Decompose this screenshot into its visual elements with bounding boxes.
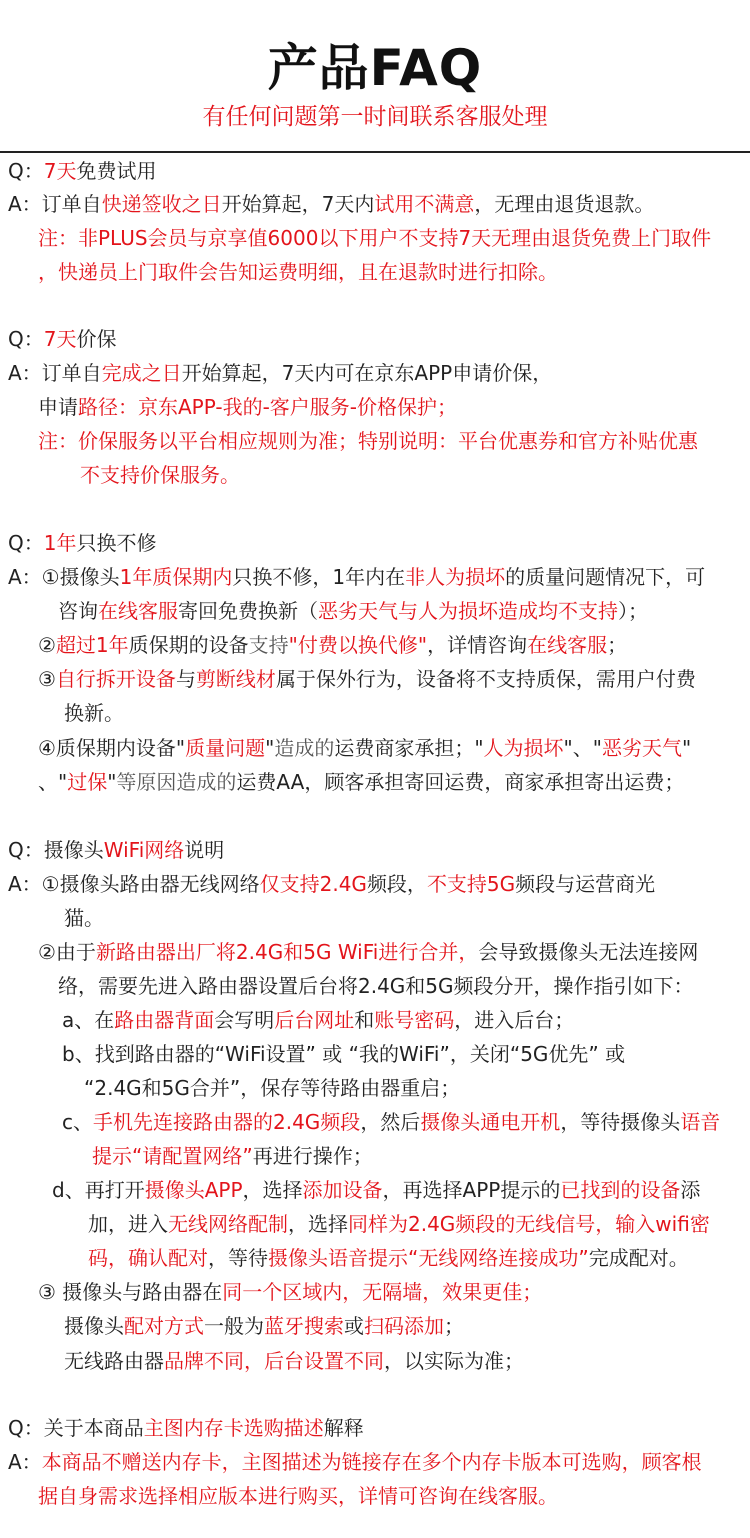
highlight-text: 人为损坏 — [483, 736, 564, 760]
body-text: 频段与运营商光 — [515, 872, 656, 896]
faq-line — [52, 1175, 700, 1205]
highlight-text: 质量问题 — [185, 736, 266, 760]
body-text: d、再打开 — [52, 1178, 145, 1202]
highlight-text: 同一个区域内，无隔墙，效果更佳； — [222, 1280, 543, 1304]
body-text: A：①摄像头 — [8, 565, 120, 589]
faq-line — [64, 1346, 524, 1376]
highlight-text: 本商品不赠送内存卡，主图描述为链接存在多个内存卡版本可选购，顾客根 — [41, 1450, 702, 1474]
body-text: 的质量问题情况下，可 — [505, 565, 706, 589]
body-text: b、找到路由器的“WiFi设置” 或 “我的WiFi”，关闭“5G优先” 或 — [62, 1042, 626, 1066]
faq-line — [38, 392, 457, 422]
highlight-text: 新路由器出厂将2.4G和5G WiFi进行合并， — [95, 940, 479, 964]
body-text: 只换不修，1年内在 — [232, 565, 406, 589]
body-text: Q：摄像头 — [8, 838, 104, 862]
body-text: ，进入后台； — [454, 1008, 575, 1032]
body-text: ③ — [38, 667, 56, 691]
body-text: 开始算起，7天内 — [221, 192, 375, 216]
highlight-text: 摄像头语音提示“无线网络连接成功” — [268, 1246, 589, 1270]
faq-line — [92, 1141, 373, 1171]
divider — [0, 151, 750, 153]
body-text: 频段， — [366, 872, 427, 896]
highlight-text: 剪断线材 — [195, 667, 276, 691]
body-text: 摄像头 — [64, 1314, 124, 1338]
faq-line — [8, 835, 224, 865]
body-text: " — [265, 736, 275, 760]
body-text: 开始算起，7天内可在京东APP申请价保， — [181, 361, 553, 385]
faq-line — [62, 1005, 574, 1035]
highlight-text: 试用不满意 — [374, 192, 475, 216]
body-text: ，选择 — [288, 1212, 348, 1236]
highlight-text: 摄像头通电开机 — [420, 1110, 561, 1134]
faq-line — [38, 630, 627, 660]
highlight-text: 过保 — [67, 770, 108, 794]
highlight-text: 不支持5G — [426, 872, 516, 896]
highlight-text: 同样为2.4G频段的无线信号，输入wifi密 — [348, 1212, 710, 1236]
body-text: c、 — [62, 1110, 93, 1134]
highlight-text: 账号密码 — [374, 1008, 455, 1032]
body-text: 添 — [680, 1178, 701, 1202]
page-title: 产品FAQ — [267, 39, 483, 97]
body-text: ，等待摄像头 — [560, 1110, 681, 1134]
faq-line — [38, 1277, 542, 1307]
faq-line — [62, 1039, 625, 1069]
highlight-text: 7天 — [43, 159, 77, 183]
highlight-text: 1年质保期内 — [119, 565, 233, 589]
body-text: 运费AA，顾客承担寄回运费，商家承担寄出运费； — [236, 770, 685, 794]
faq-line — [80, 460, 240, 490]
highlight-text: 据自身需求选择相应版本进行购买，详情可咨询在线客服。 — [38, 1484, 558, 1508]
highlight-text: 在线客服 — [527, 633, 608, 657]
body-text: ，无理由退货退款。 — [474, 192, 655, 216]
highlight-text: 提示“请配置网络” — [92, 1144, 253, 1168]
faq-line — [88, 1243, 689, 1273]
body-text: Q： — [8, 531, 44, 555]
highlight-text: 品牌不同，后台设置不同 — [164, 1349, 384, 1373]
highlight-text: 自行拆开设备 — [55, 667, 176, 691]
body-text: A： — [8, 1450, 42, 1474]
highlight-text: 主图内存卡选购描述 — [143, 1416, 324, 1440]
faq-line — [38, 733, 691, 763]
body-text: 再进行操作； — [252, 1144, 373, 1168]
body-text: 质保期的设备 — [128, 633, 249, 657]
highlight-text: 快递签收之日 — [101, 192, 222, 216]
highlight-text: 完成之日 — [101, 361, 182, 385]
body-text: 申请 — [38, 395, 78, 419]
body-text: 造成的 — [274, 736, 335, 760]
highlight-text: 仅支持2.4G — [259, 872, 367, 896]
faq-line — [88, 1209, 710, 1239]
body-text: Q： — [8, 327, 44, 351]
highlight-text: ，快递员上门取件会告知运费明细，且在退款时进行扣除。 — [38, 260, 558, 284]
highlight-text: 注：价保服务以平台相应规则为准；特别说明：平台优惠券和官方补贴优惠 — [38, 429, 698, 453]
body-text: A：订单自 — [8, 361, 102, 385]
page-subtitle: 有任何问题第一时间联系客服处理 — [202, 104, 548, 130]
highlight-text: 1年 — [43, 531, 77, 555]
body-text: ④质保期内设备" — [38, 736, 186, 760]
body-text: Q： — [8, 159, 44, 183]
faq-line — [38, 1481, 558, 1511]
faq-line — [8, 324, 116, 354]
highlight-text: 在线客服 — [98, 599, 178, 623]
faq-line — [38, 767, 684, 797]
faq-line — [38, 223, 711, 253]
body-text: 和 — [354, 1008, 375, 1032]
body-text: "、" — [563, 736, 602, 760]
highlight-text: WiFi网络 — [103, 838, 185, 862]
body-text: ； — [444, 1314, 464, 1338]
highlight-text: 码，确认配对 — [88, 1246, 208, 1270]
highlight-text: 恶劣天气与人为损坏造成均不支持 — [318, 599, 618, 623]
body-text: 寄回免费换新（ — [178, 599, 318, 623]
body-text: 无线路由器 — [64, 1349, 164, 1373]
highlight-text: 路径：京东APP-我的-客户服务-价格保护； — [78, 395, 458, 419]
body-text: 运费商家承担；" — [334, 736, 484, 760]
highlight-text: 添加设备 — [302, 1178, 383, 1202]
faq-line — [38, 426, 698, 456]
faq-line — [8, 189, 654, 219]
body-text: 价保 — [76, 327, 117, 351]
body-text: 一般为 — [204, 1314, 264, 1338]
body-text: A：订单自 — [8, 192, 102, 216]
body-text: 属于保外行为，设备将不支持质保，需用户付费 — [275, 667, 696, 691]
highlight-text: 扫码添加 — [364, 1314, 444, 1338]
body-text: " — [681, 736, 692, 760]
body-text: 会写明 — [214, 1008, 275, 1032]
faq-line — [64, 698, 124, 728]
body-text: " — [107, 770, 117, 794]
highlight-text: 无线网络配制 — [168, 1212, 288, 1236]
body-text: ，详情咨询 — [427, 633, 528, 657]
highlight-text: 非人为损坏 — [405, 565, 506, 589]
body-text: 说明 — [184, 838, 225, 862]
body-text: 完成配对。 — [588, 1246, 689, 1270]
body-text: 支持 — [248, 633, 289, 657]
body-text: 免费试用 — [76, 159, 157, 183]
body-text: 加，进入 — [88, 1212, 168, 1236]
highlight-text: 注：非PLUS会员与京享值6000以下用户不支持7天无理由退货免费上门取件 — [38, 226, 712, 250]
body-text: ，选择 — [242, 1178, 303, 1202]
highlight-text: 蓝牙搜索 — [264, 1314, 344, 1338]
highlight-text: 路由器背面 — [114, 1008, 215, 1032]
body-text: 咨询 — [58, 599, 98, 623]
faq-line — [8, 358, 552, 388]
faq-line — [64, 1311, 464, 1341]
body-text: ②由于 — [38, 940, 96, 964]
body-text: ② — [38, 633, 56, 657]
body-text: 换新。 — [64, 701, 124, 725]
body-text: ，然后 — [360, 1110, 421, 1134]
body-text: ，再选择APP提示的 — [382, 1178, 561, 1202]
faq-line — [8, 156, 156, 186]
highlight-text: 7天 — [43, 327, 77, 351]
faq-line — [8, 562, 705, 592]
faq-line — [58, 596, 648, 626]
faq-line — [8, 869, 655, 899]
highlight-text: 不支持价保服务。 — [80, 463, 240, 487]
body-text: A：①摄像头路由器无线网络 — [8, 872, 260, 896]
faq-line — [38, 257, 558, 287]
highlight-text: 配对方式 — [124, 1314, 204, 1338]
highlight-text: 恶劣天气 — [601, 736, 682, 760]
faq-line — [8, 1413, 364, 1443]
body-text: Q：关于本商品 — [8, 1416, 144, 1440]
highlight-text: 已找到的设备 — [560, 1178, 681, 1202]
body-text: 解释 — [323, 1416, 364, 1440]
body-text: “2.4G和5G合并”，保存等待路由器重启； — [84, 1076, 461, 1100]
faq-line — [62, 1107, 720, 1137]
body-text: 只换不修 — [76, 531, 157, 555]
faq-line — [64, 903, 104, 933]
faq-line — [8, 1447, 702, 1477]
body-text: 或 — [344, 1314, 364, 1338]
body-text: 等原因造成的 — [116, 770, 237, 794]
body-text: ，以实际为准； — [384, 1349, 524, 1373]
body-text: 络，需要先进入路由器设置后台将2.4G和5G频段分开，操作指引如下： — [58, 974, 694, 998]
body-text: a、在 — [62, 1008, 115, 1032]
highlight-text: 摄像头APP — [144, 1178, 243, 1202]
highlight-text: 后台网址 — [274, 1008, 355, 1032]
faq-line — [84, 1073, 460, 1103]
body-text: 与 — [175, 667, 196, 691]
faq-line — [38, 937, 698, 967]
body-text: 、" — [38, 770, 68, 794]
highlight-text: 手机先连接路由器的2.4G频段 — [93, 1110, 361, 1134]
faq-line — [38, 664, 696, 694]
highlight-text: 语音 — [680, 1110, 721, 1134]
body-text: ，等待 — [208, 1246, 268, 1270]
body-text: 猫。 — [64, 906, 104, 930]
body-text: ）； — [618, 599, 648, 623]
body-text: ； — [607, 633, 628, 657]
faq-line — [8, 528, 156, 558]
highlight-text: "付费以换代修" — [288, 633, 428, 657]
body-text: ③ 摄像头与路由器在 — [38, 1280, 223, 1304]
highlight-text: 超过1年 — [55, 633, 129, 657]
faq-line — [58, 971, 694, 1001]
body-text: 会导致摄像头无法连接网 — [478, 940, 699, 964]
